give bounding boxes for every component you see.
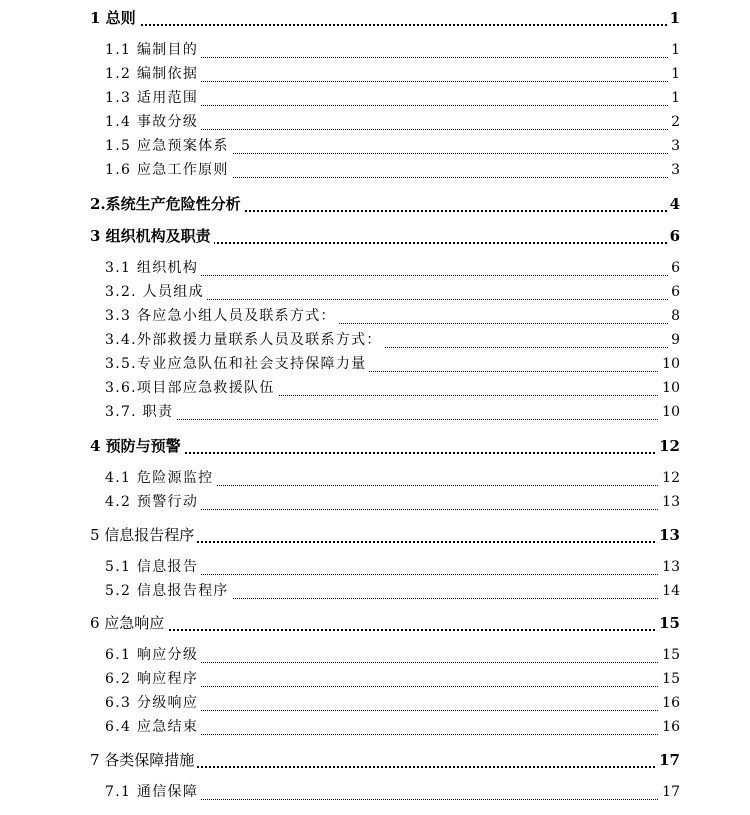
toc-entry-level2[interactable] (0, 780, 750, 804)
toc-entry-page: 3 (668, 134, 680, 158)
toc-entry-level2[interactable] (0, 579, 750, 603)
toc-entry-page: 1 (668, 62, 680, 86)
toc-entry-level2[interactable] (0, 86, 750, 110)
toc-entry-page: 6 (668, 280, 680, 304)
toc-entry-page: 10 (659, 352, 680, 376)
toc-entry-level2[interactable] (0, 158, 750, 182)
toc-entry-page: 10 (659, 376, 680, 400)
toc-entry-level2[interactable] (0, 110, 750, 134)
toc-entry-level2[interactable] (0, 280, 750, 304)
dot-leader (90, 24, 678, 26)
toc-entry-title: 1.2 编制依据 (105, 62, 201, 86)
toc-entry-title: 1 总则 (90, 6, 139, 30)
toc-entry-title: 5 信息报告程序 (90, 523, 197, 547)
toc-entry-page: 17 (656, 748, 680, 772)
toc-entry-title: 4 预防与预警 (90, 434, 184, 458)
toc-entry-page: 15 (656, 611, 680, 635)
toc-entry-page: 10 (659, 400, 680, 424)
toc-entry-title: 5.2 信息报告程序 (105, 579, 232, 603)
toc-entry-level2[interactable] (0, 38, 750, 62)
toc-entry-page: 14 (659, 579, 680, 603)
toc-entry-level2[interactable] (0, 328, 750, 352)
toc-entry-page: 13 (656, 523, 680, 547)
toc-entry-title: 3.5.专业应急队伍和社会支持保障力量 (105, 352, 369, 376)
toc-entry-page: 4 (667, 192, 680, 216)
toc-entry-page: 1 (667, 6, 680, 30)
toc-entry-title: 4.2 预警行动 (105, 490, 201, 514)
toc-entry-title: 3.6.项目部应急救援队伍 (105, 376, 278, 400)
toc-entry-title: 3.7. 职责 (105, 400, 176, 424)
toc-entry-level2[interactable] (0, 400, 750, 424)
toc-entry-level1[interactable] (0, 434, 750, 458)
toc-entry-level2[interactable] (0, 490, 750, 514)
toc-entry-title: 1.5 应急预案体系 (105, 134, 232, 158)
toc-entry-page: 9 (668, 328, 680, 352)
toc-entry-title: 3.2. 人员组成 (105, 280, 207, 304)
toc-entry-page: 13 (659, 555, 680, 579)
toc-entry-level2[interactable] (0, 256, 750, 280)
toc-entry-title: 6.1 响应分级 (105, 643, 201, 667)
toc-entry-title: 7 各类保障措施 (90, 748, 197, 772)
toc-entry-title: 6.2 响应程序 (105, 667, 201, 691)
toc-entry-title: 3.4.外部救援力量联系人员及联系方式： (105, 328, 385, 352)
toc-entry-level2[interactable] (0, 304, 750, 328)
toc-entry-page: 8 (668, 304, 680, 328)
toc-entry-title: 2.系统生产危险性分析 (90, 192, 244, 216)
dot-leader (105, 419, 678, 420)
toc-entry-level2[interactable] (0, 555, 750, 579)
toc-entry-page: 6 (668, 256, 680, 280)
toc-entry-page: 1 (668, 38, 680, 62)
toc-entry-title: 3.1 组织机构 (105, 256, 201, 280)
toc-entry-title: 1.4 事故分级 (105, 110, 201, 134)
toc-entry-page: 15 (659, 643, 680, 667)
toc-entry-level2[interactable] (0, 643, 750, 667)
toc-entry-level2[interactable] (0, 352, 750, 376)
toc-entry-title: 6.3 分级响应 (105, 691, 201, 715)
toc-entry-page: 13 (659, 490, 680, 514)
toc-entry-level1[interactable] (0, 611, 750, 635)
toc-entry-level2[interactable] (0, 376, 750, 400)
toc-entry-title: 1.1 编制目的 (105, 38, 201, 62)
toc-entry-page: 6 (667, 224, 680, 248)
toc-entry-page: 2 (668, 110, 680, 134)
toc-entry-title: 6 应急响应 (90, 611, 167, 635)
toc-entry-page: 12 (656, 434, 680, 458)
toc-entry-level1[interactable] (0, 224, 750, 248)
toc-entry-level1[interactable] (0, 523, 750, 547)
toc-entry-page: 3 (668, 158, 680, 182)
toc-entry-title: 6.4 应急结束 (105, 715, 201, 739)
toc-entry-title: 3.3 各应急小组人员及联系方式： (105, 304, 339, 328)
toc-entry-level1[interactable] (0, 192, 750, 216)
toc-entry-level2[interactable] (0, 62, 750, 86)
toc-entry-title: 1.3 适用范围 (105, 86, 201, 110)
toc-entry-level1[interactable] (0, 6, 750, 30)
toc-entry-level2[interactable] (0, 667, 750, 691)
toc-entry-level2[interactable] (0, 466, 750, 490)
toc-entry-page: 1 (668, 86, 680, 110)
toc-entry-level1[interactable] (0, 748, 750, 772)
toc-entry-level2[interactable] (0, 134, 750, 158)
toc-entry-page: 16 (659, 691, 680, 715)
toc-entry-level2[interactable] (0, 691, 750, 715)
toc-entry-page: 15 (659, 667, 680, 691)
toc-entry-page: 17 (659, 780, 680, 804)
toc-entry-page: 12 (659, 466, 680, 490)
toc-entry-level2[interactable] (0, 715, 750, 739)
toc-entry-page: 16 (659, 715, 680, 739)
dot-leader (90, 629, 678, 631)
toc-entry-title: 4.1 危险源监控 (105, 466, 216, 490)
toc-entry-title: 5.1 信息报告 (105, 555, 201, 579)
toc-entry-title: 3 组织机构及职责 (90, 224, 214, 248)
toc-entry-title: 7.1 通信保障 (105, 780, 201, 804)
toc-entry-title: 1.6 应急工作原则 (105, 158, 232, 182)
